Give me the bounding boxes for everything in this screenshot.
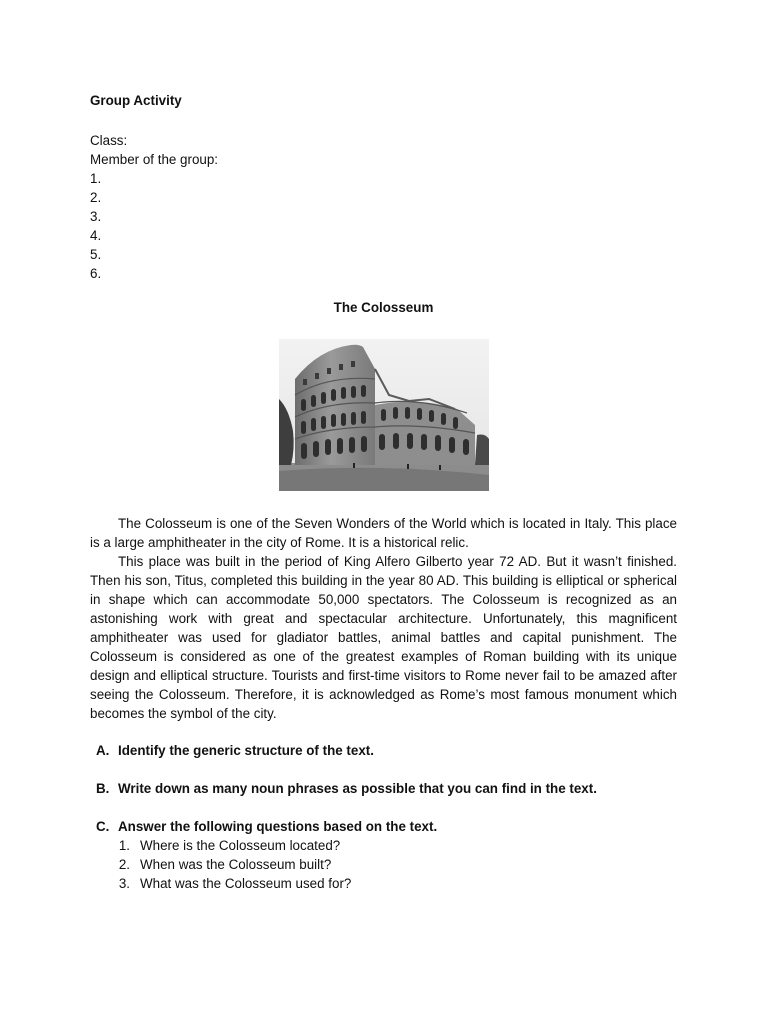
task-text: Write down as many noun phrases as possible that you can find in the text.: [118, 781, 597, 796]
class-label: Class:: [90, 133, 128, 148]
task-list: [90, 741, 677, 893]
member-line: 3.: [90, 209, 102, 224]
member-line: 6.: [90, 266, 102, 281]
task-letter: A.: [96, 743, 110, 758]
member-line: 1.: [90, 171, 102, 186]
task-letter: B.: [96, 781, 110, 796]
question-list: [90, 836, 677, 893]
task-item: [90, 817, 677, 836]
colosseum-photo: [279, 339, 489, 491]
member-line: 4.: [90, 228, 102, 243]
question-item: [90, 836, 677, 855]
paragraph: The Colosseum is one of the Seven Wonders of the World which is located in Italy. This place is a large amphitheater in the city of Rome. It is a historical relic.: [90, 516, 677, 550]
text-title: The Colosseum: [333, 300, 434, 315]
question-number: 3.: [118, 876, 130, 891]
task-text: Identify the generic structure of the text.: [118, 743, 374, 758]
member-line: 5.: [90, 247, 102, 262]
question-number: 2.: [118, 857, 130, 872]
paragraph: This place was built in the period of King Alfero Gilberto year 72 AD. But it wasn’t finished. Then his son, Titus, completed this building in the year 80 AD. This building is elliptical or spherical in shape which can accommodate 50,000 spectators. The Colosseum is recognized as an astonishing work with great and spectacular architecture. Unfortunately, this magnificent amphitheater was used for gladiator battles, animal battles and capital punishment. The Colosseum is considered as one of the greatest examples of Roman building with its unique design and elliptical structure. Tourists and first-time visitors to Rome never fail to be amazed after seeing the Colosseum. Therefore, it is acknowledged as Rome’s most famous monument which becomes the symbol of the city.: [90, 554, 677, 721]
group-info: [90, 131, 218, 283]
member-line: 2.: [90, 190, 102, 205]
question-number: 1.: [118, 838, 130, 853]
worksheet-heading: Group Activity: [90, 93, 182, 108]
question-text: What was the Colosseum used for?: [140, 876, 352, 891]
task-text: Answer the following questions based on the text.: [118, 819, 438, 834]
task-item: [90, 779, 677, 798]
question-text: Where is the Colosseum located?: [140, 838, 341, 853]
reading-text: [90, 514, 677, 723]
question-item: [90, 855, 677, 874]
task-item: [90, 741, 677, 760]
question-text: When was the Colosseum built?: [140, 857, 332, 872]
question-item: [90, 874, 677, 893]
members-label: Member of the group:: [90, 152, 219, 167]
task-letter: C.: [96, 819, 110, 834]
